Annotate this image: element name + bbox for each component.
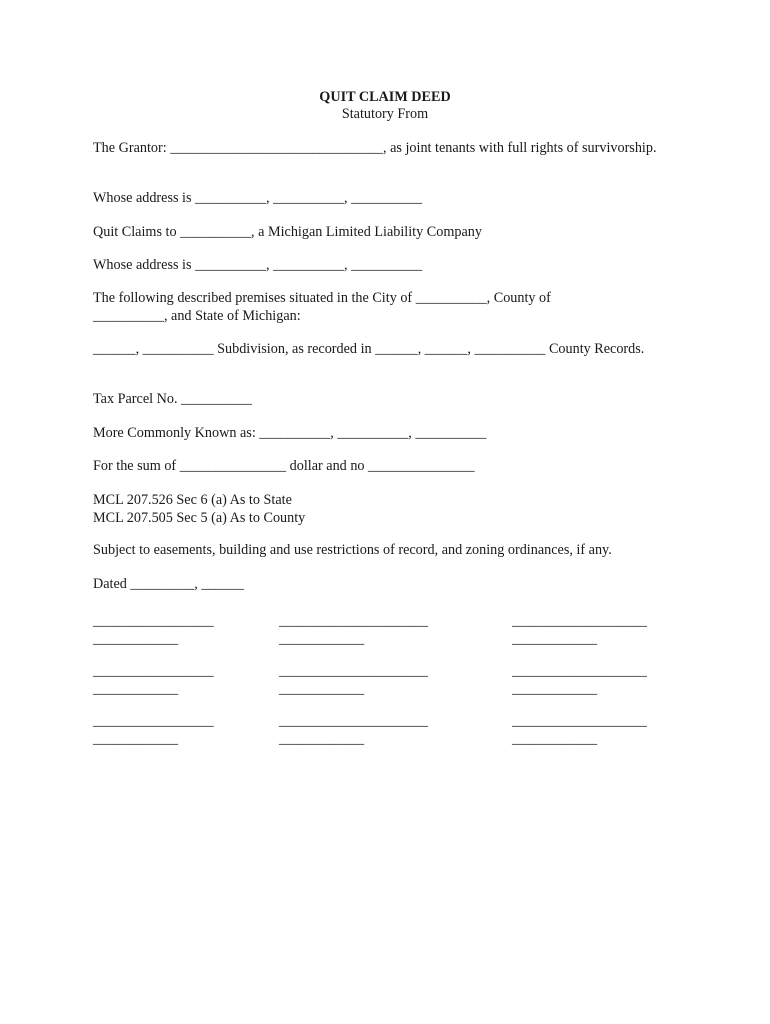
document-subtitle: Statutory From — [341, 106, 429, 122]
grantee-address-line: Whose address is __________, __________, __________ — [93, 257, 423, 273]
common-address-line: More Commonly Known as: __________, __________, __________ — [93, 425, 487, 441]
subject-to-paragraph: Subject to easements, building and use restrictions of record, and zoning ordinances, if any. — [93, 542, 612, 558]
grantor-address-line: Whose address is __________, __________, __________ — [93, 190, 423, 206]
signature-line: _____________________ ____________ — [279, 663, 428, 697]
mcl-references: MCL 207.526 Sec 6 (a) As to State MCL 207.505 Sec 5 (a) As to County — [93, 492, 306, 526]
signature-line: ___________________ ____________ — [512, 613, 647, 647]
signature-line: _________________ ____________ — [93, 713, 214, 747]
signature-line: _____________________ ____________ — [279, 713, 428, 747]
signature-line: _________________ ____________ — [93, 663, 214, 697]
consideration-line: For the sum of _______________ dollar and no _______________ — [93, 458, 475, 474]
quit-claims-to-line: Quit Claims to __________, a Michigan Limited Liability Company — [93, 224, 482, 240]
subdivision-paragraph: ______, __________ Subdivision, as recorded in ______, ______, __________ County Records. — [93, 341, 645, 357]
signature-line: ___________________ ____________ — [512, 713, 647, 747]
tax-parcel-line: Tax Parcel No. __________ — [93, 391, 252, 407]
signature-line: ___________________ ____________ — [512, 663, 647, 697]
signature-line: _____________________ ____________ — [279, 613, 428, 647]
document-title: QUIT CLAIM DEED — [319, 89, 451, 105]
signature-line: _________________ ____________ — [93, 613, 214, 647]
grantor-paragraph: The Grantor: ______________________________, as joint tenants with full rights of survivorship. — [93, 140, 657, 156]
dated-line: Dated _________, ______ — [93, 576, 244, 592]
premises-paragraph: The following described premises situated in the City of __________, County of __________, and State of Michigan: — [93, 290, 555, 324]
